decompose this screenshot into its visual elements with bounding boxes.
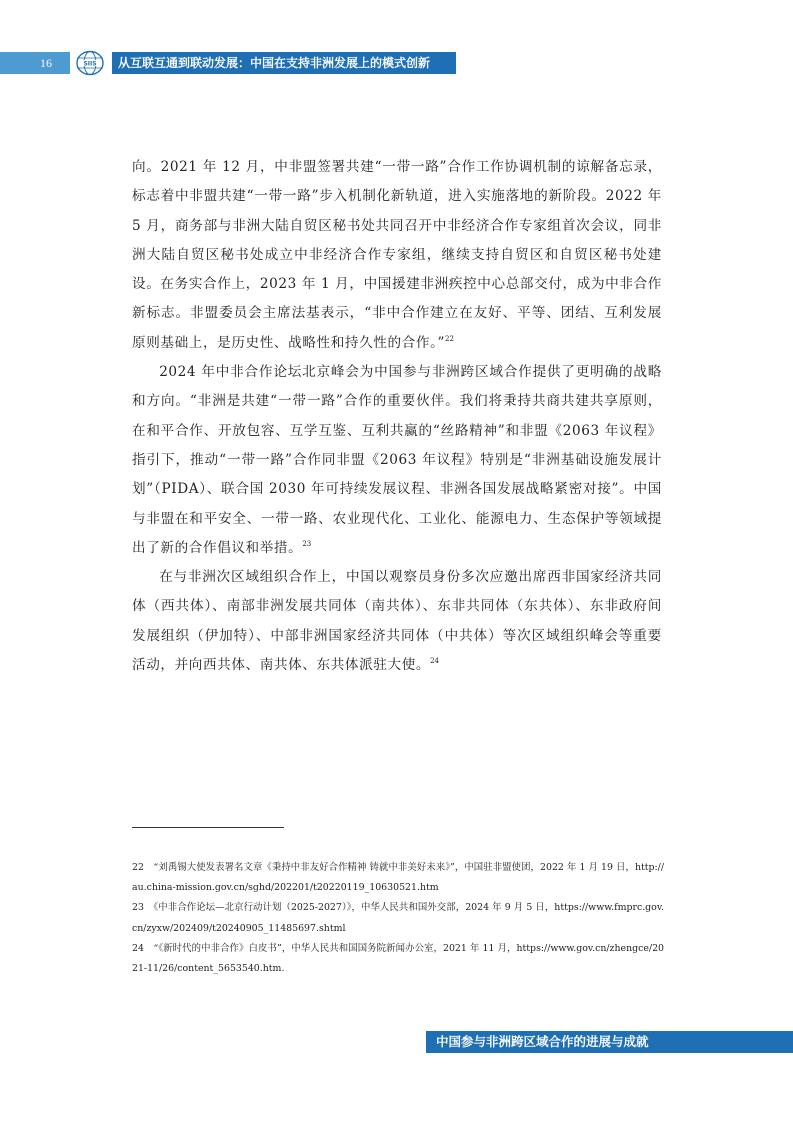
- paragraph-2: [132, 358, 662, 563]
- paragraph-1: [132, 153, 662, 358]
- paragraph-1-text: 向。2021 年 12 月，中非盟签署共建“一带一路”合作工作协调机制的谅解备忘录，标志着中非盟共建“一带一路”步入机制化新轨道，进入实施落地的新阶段。2022 年 5 月，商务部与非洲大陆自贸区秘书处共同召开中非经济合作专家组首次会议，同非洲大陆自贸区秘书处成立中非经济合作专家组，继续支持自贸区和自贸区秘书处建设。在务实合作上，2023 年 1 月，中国援建非洲疾控中心总部交付，成为中非合作新标志。非盟委员会主席法基表示，“非中合作建立在友好、平等、团结、互利发展原则基础上，是历史性、战略性和持久性的合作。”: [132, 159, 662, 351]
- paragraph-3-text: 在与非洲次区域组织合作上，中国以观察员身份多次应邀出席西非国家经济共同体（西共体）、南部非洲发展共同体（南共体）、东非共同体（东共体）、东非政府间发展组织（伊加特）、中部非洲国家经济共同体（中共体）等次区域组织峰会等重要活动，并向西共体、南共体、东共体派驻大使。: [132, 569, 662, 674]
- running-title: 从互联互通到联动发展：中国在支持非洲发展上的模式创新: [112, 52, 456, 74]
- footnotes: [132, 858, 664, 979]
- footnote-ref-24[interactable]: 24: [430, 657, 439, 666]
- page-number: 16: [0, 52, 70, 74]
- main-text: [132, 153, 662, 680]
- logo-text: SIIS: [83, 60, 97, 68]
- page-header: [0, 52, 460, 74]
- siis-logo-icon: [75, 50, 105, 76]
- footnote-22: 22 “刘禹锡大使发表署名文章《秉持中非友好合作精神 铸就中非美好未来》”，中国驻非盟使团，2022 年 1 月 19 日，http://au.china-mission.gov.cn/sghd/202201/t20220119_10630521.htm: [132, 862, 664, 894]
- footnote-24: 24 “《新时代的中非合作》白皮书”，中华人民共和国国务院新闻办公室，2021 年 11 月，https://www.gov.cn/zhengce/2021-11/26/content_5653540.htm.: [132, 942, 664, 975]
- section-footer-title: 中国参与非洲跨区域合作的进展与成就: [426, 1031, 793, 1053]
- paragraph-2-text: 2024 年中非合作论坛北京峰会为中国参与非洲跨区域合作提供了更明确的战略和方向。“非洲是共建“一带一路”合作的重要伙伴。我们将秉持共商共建共享原则，在和平合作、开放包容、互学互鉴、互利共赢的“丝路精神”和非盟《2063 年议程》指引下，推动“一带一路”合作同非盟《2063 年议程》特别是“非洲基础设施发展计划”（PIDA）、联合国 2030 年可持续发展议程、非洲各国发展战略紧密对接”。中国与非盟在和平安全、一带一路、农业现代化、工业化、能源电力、生态保护等领域提出了新的合作倡议和举措。: [132, 364, 662, 556]
- footnote-23: 23 《中非合作论坛—北京行动计划（2025-2027）》，中华人民共和国外交部，2024 年 9 月 5 日，https://www.fmprc.gov.cn/zyxw/202409/t20240905_11485697.shtml: [132, 902, 664, 934]
- footnote-divider: [132, 827, 284, 828]
- footnote-ref-23[interactable]: 23: [302, 539, 312, 548]
- footnote-ref-22[interactable]: 22: [445, 334, 454, 343]
- paragraph-3: [132, 563, 662, 680]
